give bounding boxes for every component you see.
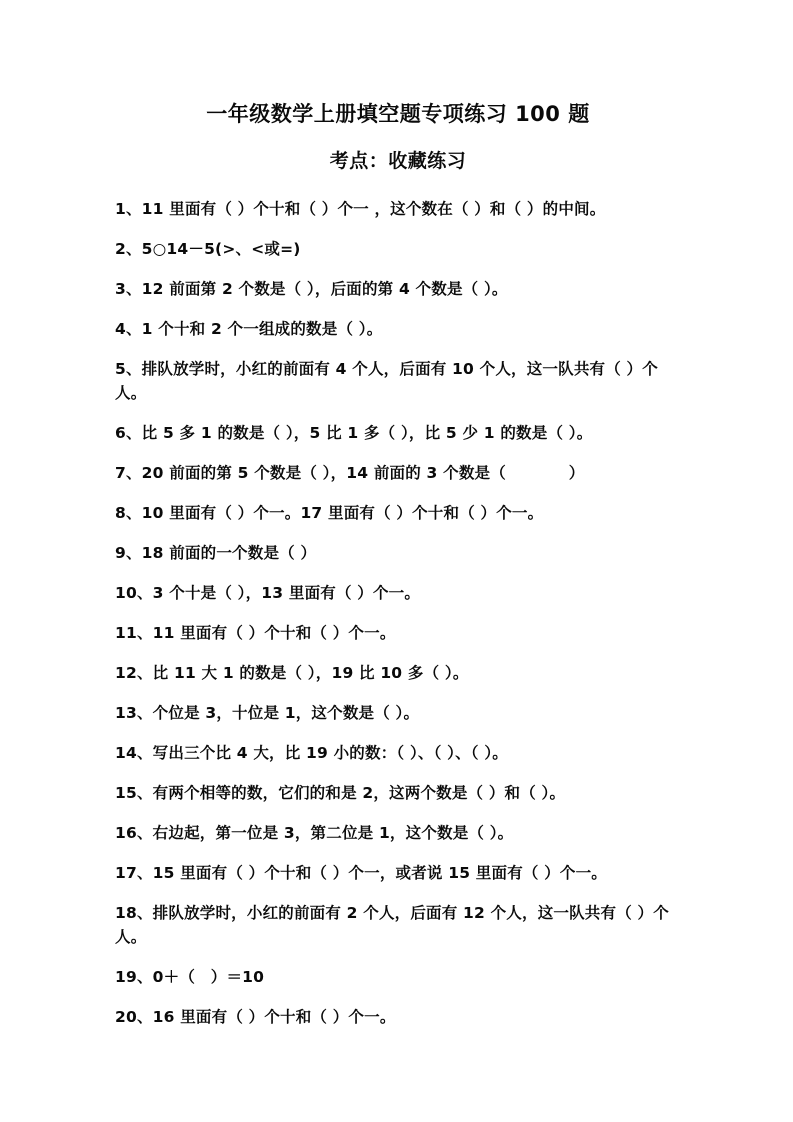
question-6: 6、比 5 多 1 的数是（ ），5 比 1 多（ ），比 5 少 1 的数是（ ）。 bbox=[115, 424, 593, 443]
question-5: 5、排队放学时，小红的前面有 4 个人，后面有 10 个人，这一队共有（ ）个人。 bbox=[115, 360, 658, 403]
question-16: 16、右边起，第一位是 3，第二位是 1，这个数是（ ）。 bbox=[115, 824, 514, 843]
page-subtitle: 考点：收藏练习 bbox=[329, 150, 467, 172]
question-9: 9、18 前面的一个数是（ ） bbox=[115, 544, 317, 563]
question-list bbox=[115, 197, 681, 1029]
question-20: 20、16 里面有（ ）个十和（ ）个一。 bbox=[115, 1008, 396, 1027]
question-8: 8、10 里面有（ ）个一。17 里面有（ ）个十和（ ）个一。 bbox=[115, 504, 544, 523]
question-19: 19、0＋（ ）＝10 bbox=[115, 968, 265, 987]
question-10: 10、3 个十是（ ），13 里面有（ ）个一。 bbox=[115, 584, 421, 603]
question-14: 14、写出三个比 4 大，比 19 小的数：（ ）、（ ）、（ ）。 bbox=[115, 744, 508, 763]
question-4: 4、1 个十和 2 个一组成的数是（ ）。 bbox=[115, 320, 383, 339]
question-7: 7、20 前面的第 5 个数是（ ），14 前面的 3 个数是（ ） bbox=[115, 464, 585, 483]
question-18: 18、排队放学时，小红的前面有 2 个人，后面有 12 个人，这一队共有（ ）个人。 bbox=[115, 904, 669, 947]
question-13: 13、个位是 3，十位是 1，这个数是（ ）。 bbox=[115, 704, 420, 723]
question-12: 12、比 11 大 1 的数是（ ），19 比 10 多（ ）。 bbox=[115, 664, 469, 683]
question-11: 11、11 里面有（ ）个十和（ ）个一。 bbox=[115, 624, 396, 643]
question-3: 3、12 前面第 2 个数是（ ），后面的第 4 个数是（ ）。 bbox=[115, 280, 508, 299]
question-1: 1、11 里面有（ ）个十和（ ）个一 ，这个数在（ ）和（ ）的中间。 bbox=[115, 200, 606, 218]
page-title: 一年级数学上册填空题专项练习 100 题 bbox=[206, 102, 590, 126]
question-2: 2、5○14－5(>、<或=) bbox=[115, 240, 301, 259]
question-17: 17、15 里面有（ ）个十和（ ）个一，或者说 15 里面有（ ）个一。 bbox=[115, 864, 607, 883]
question-15: 15、有两个相等的数，它们的和是 2，这两个数是（ ）和（ ）。 bbox=[115, 784, 566, 803]
